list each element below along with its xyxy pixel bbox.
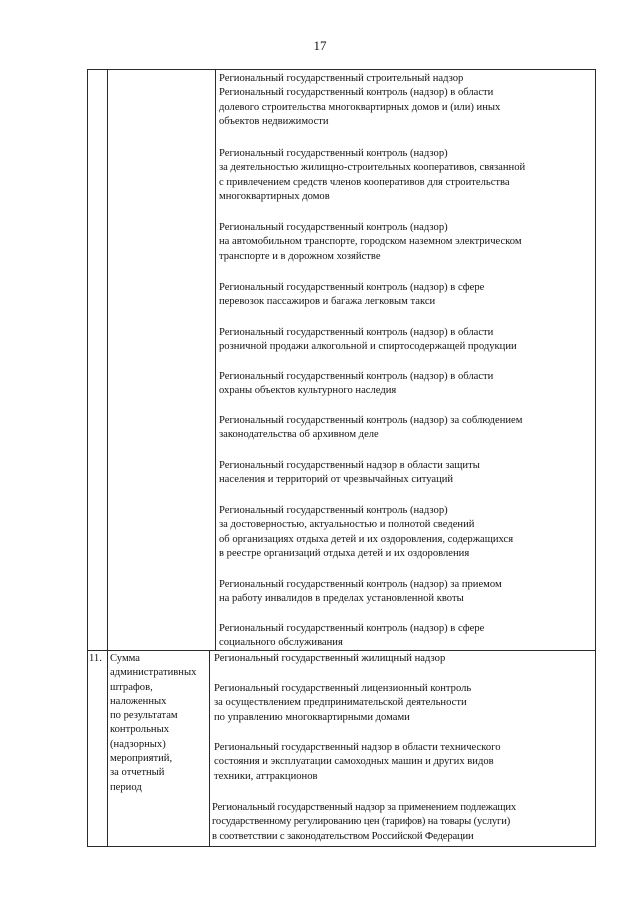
list-item: Региональный государственный контроль (надзор) за деятельностью жилищно-строительных кооперативов, связанной с привлечением средств членов кооперативов для строительства многоквартирных домов: [219, 148, 526, 202]
list-item: Региональный государственный контроль (надзор) в сфере перевозок пассажиров и багажа легковым такси: [219, 282, 485, 308]
table-right-border: [595, 69, 596, 847]
table-top-border: [87, 69, 596, 70]
list-item: Региональный государственный контроль (надзор) за достоверностью, актуальностью и полнотой сведений об организациях отдыха детей и их оздоровления, содержащихся в реестре организаций отдыха детей и их оздоровления: [219, 505, 514, 559]
list-item: Региональный государственный надзор в области защиты населения и территорий от чрезвычайных ситуаций: [219, 460, 480, 486]
list-item: Региональный государственный контроль (надзор) на автомобильном транспорте, городском наземном электрическом транспорте и в дорожном хозяйстве: [219, 222, 522, 262]
page-number: 17: [313, 38, 327, 53]
list-item: Региональный государственный контроль (надзор) в области охраны объектов культурного наследия: [219, 371, 494, 397]
column-divider-2-lower: [209, 650, 210, 847]
row-label: Сумма административных штрафов, наложенных по результатам контрольных (надзорных) мероприятий, за отчетный период: [110, 653, 197, 793]
list-item: Региональный государственный надзор в области технического состояния и эксплуатации самоходных машин и других видов техники, аттракционов: [214, 742, 501, 782]
column-divider-1: [107, 69, 108, 847]
list-item: Региональный государственный контроль (надзор) за соблюдением законодательства об архивном деле: [219, 415, 523, 441]
list-item: Региональный государственный контроль (надзор) в сфере социального обслуживания: [219, 623, 485, 649]
table-bottom-border: [87, 846, 596, 847]
list-item: Региональный государственный лицензионный контроль за осуществлением предпринимательской деятельности по управлению многоквартирными домами: [214, 683, 472, 723]
column-divider-2-upper: [215, 69, 216, 651]
list-item: Региональный государственный контроль (надзор) за приемом на работу инвалидов в пределах установленной квоты: [219, 579, 502, 605]
row-number: 11.: [89, 653, 102, 664]
list-item: Региональный государственный надзор за применением подлежащих государственному регулированию цен (тарифов) на товары (услуги) в соответствии с законодательством Российской Федерации: [212, 802, 517, 842]
table-left-border: [87, 69, 88, 847]
list-item: Региональный государственный контроль (надзор) в области розничной продажи алкогольной и спиртосодержащей продукции: [219, 327, 517, 353]
list-item: Региональный государственный жилищный надзор: [214, 653, 446, 664]
list-item: Региональный государственный строительный надзор Региональный государственный контроль (надзор) в области долевого строительства многоквартирных домов и (или) иных объектов недвижимости: [219, 73, 501, 127]
